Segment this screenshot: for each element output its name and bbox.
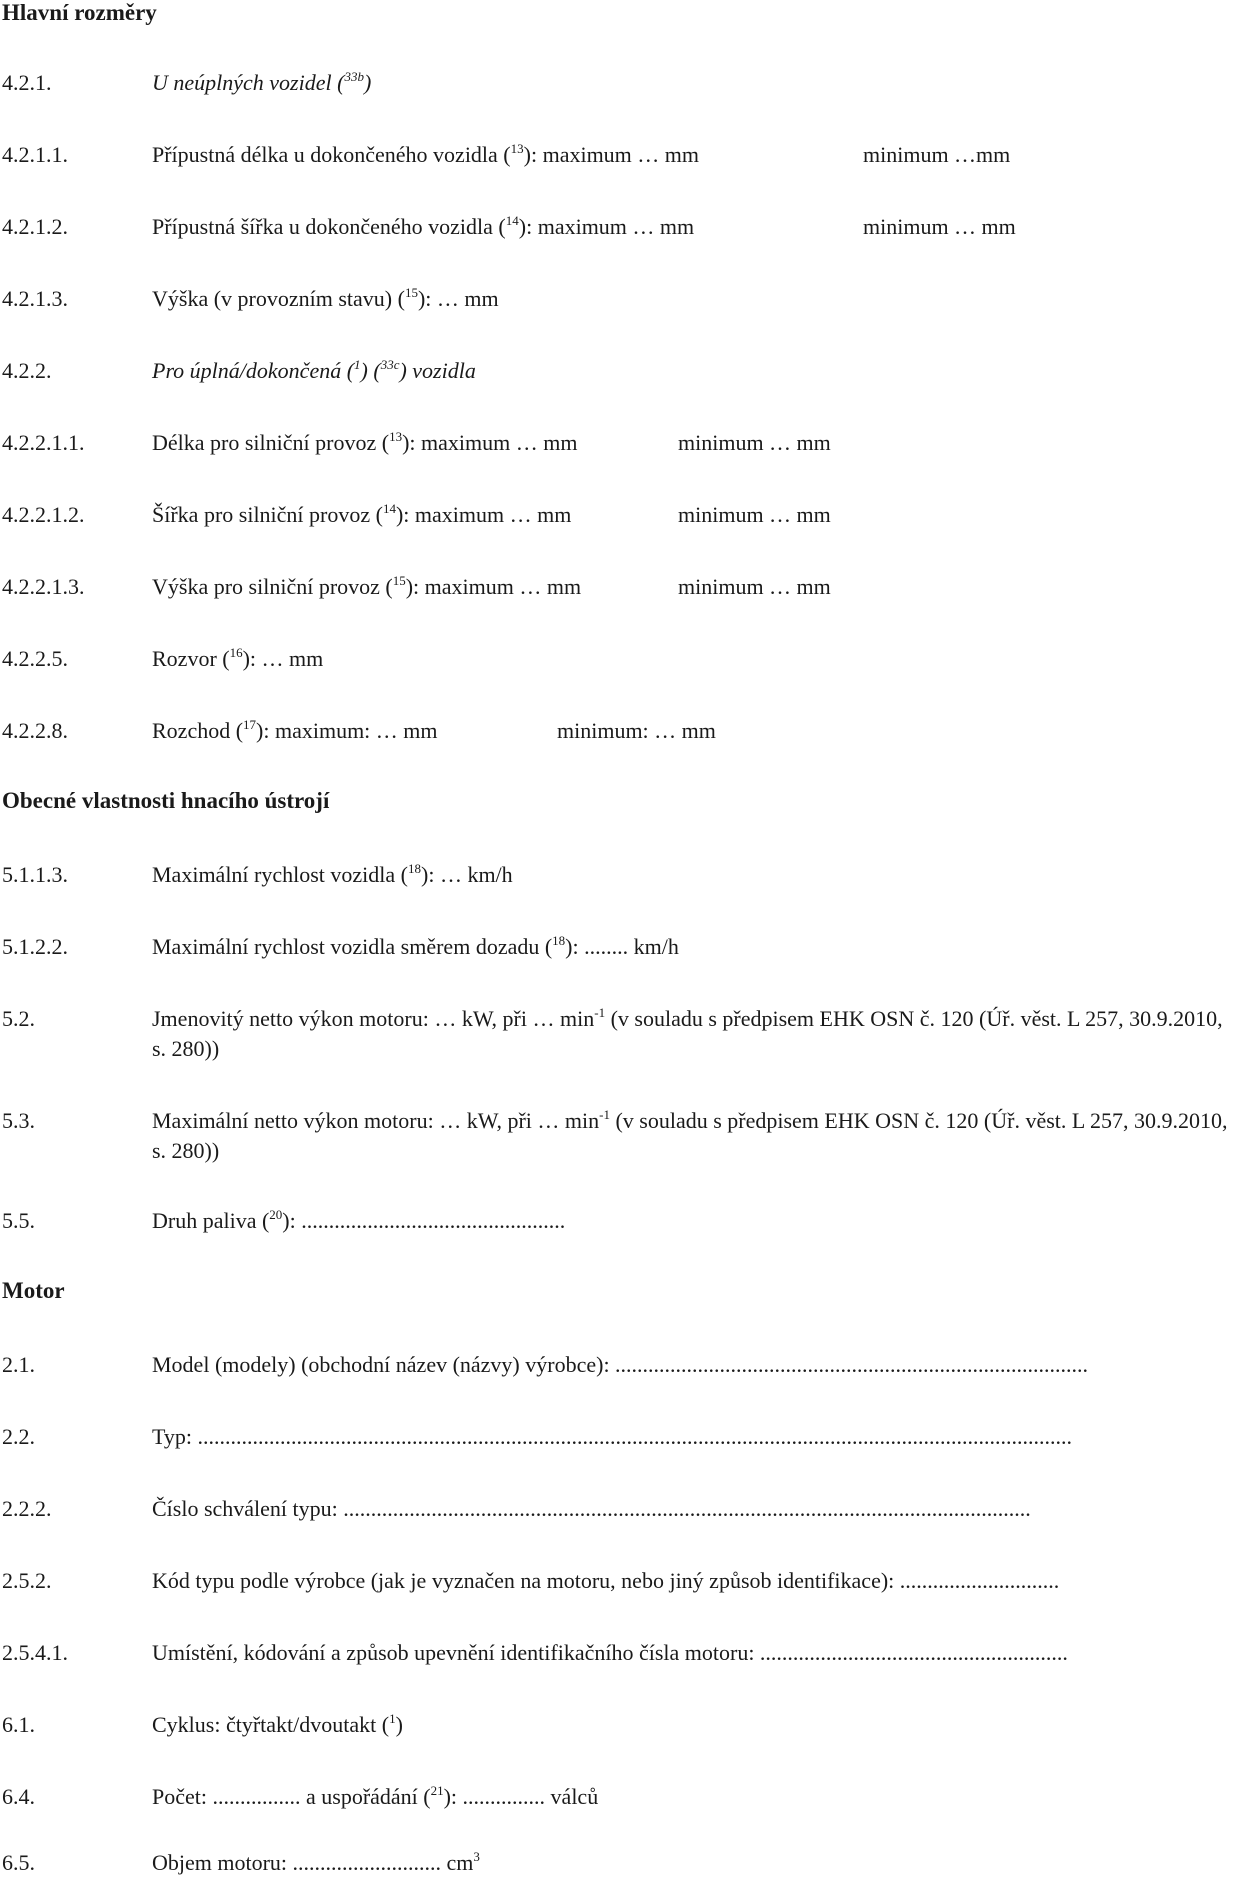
item-text: Objem motoru: ........................... $cm^3$: [152, 1849, 480, 1875]
item-text: Pro úplná/dokončená ($^1$) ($^{33c}$) vozidla: [152, 357, 476, 383]
item-number: 4.2.1.2.: [2, 214, 68, 239]
footnote-ref: 18: [552, 933, 566, 948]
item-text: Umístění, kódování a způsob upevnění identifikačního čísla motoru: ........................................................: [152, 1640, 1068, 1665]
item-text: Kód typu podle výrobce (jak je vyznačen na motoru, nebo jiný způsob identifikace): .............................: [152, 1568, 1060, 1593]
item-text: Druh paliva ($^{20}$): ................................................: [152, 1207, 566, 1233]
item-text: Maximální rychlost vozidla směrem dozadu ($^{18}$): ........ km/h: [152, 933, 679, 959]
item-number: 5.3.: [2, 1108, 35, 1133]
footnote-ref: 18: [408, 861, 421, 876]
section-heading-main-dimensions: Hlavní rozměry: [2, 0, 157, 25]
item-minimum: minimum: … mm: [557, 718, 716, 743]
item-text: Přípustná šířka u dokončeného vozidla ($^{14}$): maximum … mm: [152, 213, 695, 239]
footnote-ref: 15: [392, 573, 406, 588]
footnote-ref: 1: [354, 357, 361, 372]
item-minimum: minimum … mm: [678, 430, 831, 455]
footnote-ref: 15: [404, 285, 418, 300]
item-minimum: minimum … mm: [863, 214, 1016, 239]
item-number: 6.5.: [2, 1850, 35, 1875]
item-number: 5.1.2.2.: [2, 934, 68, 959]
footnote-ref: 17: [243, 717, 257, 732]
item-text: Výška pro silniční provoz ($^{15}$): maximum … mm: [152, 573, 582, 599]
item-number: 2.5.4.1.: [2, 1640, 68, 1665]
item-text: Výška (v provozním stavu) ($^{15}$): … mm: [152, 285, 499, 311]
footnote-ref: 33c: [380, 357, 400, 372]
item-text: Cyklus: čtyřtakt/dvoutakt ($^1$): [152, 1711, 403, 1737]
item-text: Počet: ................ a uspořádání ($^{21}$): ............... válců: [152, 1783, 599, 1809]
item-text: U neúplných vozidel ($^{33b}$): [152, 69, 372, 95]
footnote-ref: 1: [389, 1711, 396, 1726]
item-text: Maximální rychlost vozidla ($^{18}$): … km/h: [152, 861, 513, 887]
item-text: Model (modely) (obchodní název (názvy) výrobce): ......................................................................................: [152, 1352, 1089, 1377]
item-minimum: minimum … mm: [678, 502, 831, 527]
item-text: Číslo schválení typu: .............................................................................................................................: [152, 1496, 1031, 1521]
footnote-ref: 13: [510, 141, 524, 156]
item-number: 4.2.1.1.: [2, 142, 68, 167]
item-number: 4.2.2.8.: [2, 718, 68, 743]
footnote-ref: -1: [594, 1005, 606, 1020]
item-number: 4.2.2.: [2, 358, 52, 383]
item-text: Přípustná délka u dokončeného vozidla ($^{13}$): maximum … mm: [152, 141, 700, 167]
item-text: Jmenovitý netto výkon motoru: … kW, při … $\min^{-1} (v$ souladu s předpisem EHK OSN č. 120 (Úř. věst. L 257, 30.9.2010, s. 280)): [152, 1005, 1223, 1061]
item-number: 6.1.: [2, 1712, 35, 1737]
item-number: 5.1.1.3.: [2, 862, 68, 887]
footnote-ref: -1: [599, 1107, 610, 1122]
item-text: Maximální netto výkon motoru: … kW, při … $\min^{-1} (v$ souladu s předpisem EHK OSN č. 120 (Úř. věst. L 257, 30.9.2010, s. 280)): [152, 1107, 1228, 1163]
item-minimum: minimum … mm: [678, 574, 831, 599]
item-number: 2.2.2.: [2, 1496, 52, 1521]
item-minimum: minimum …mm: [863, 142, 1011, 167]
footnote-ref: 21: [430, 1783, 444, 1798]
item-number: 4.2.1.3.: [2, 286, 68, 311]
item-number: 4.2.2.5.: [2, 646, 68, 671]
footnote-ref: 16: [229, 645, 243, 660]
footnote-ref: 14: [382, 501, 396, 516]
superscript-unit: 3: [473, 1849, 480, 1864]
item-number: 6.4.: [2, 1784, 35, 1809]
footnote-ref: 33b: [344, 69, 364, 84]
section-heading-powertrain: Obecné vlastnosti hnacího ústrojí: [2, 788, 330, 813]
item-number: 2.5.2.: [2, 1568, 52, 1593]
item-number: 5.5.: [2, 1208, 35, 1233]
item-text: Typ: ...............................................................................................................................................................: [152, 1424, 1073, 1449]
item-number: 4.2.2.1.1.: [2, 430, 85, 455]
item-number: 4.2.1.: [2, 70, 52, 95]
section-heading-engine: Motor: [2, 1278, 65, 1303]
footnote-ref: 13: [389, 429, 403, 444]
item-number: 4.2.2.1.3.: [2, 574, 85, 599]
item-number: 2.1.: [2, 1352, 35, 1377]
item-number: 5.2.: [2, 1006, 35, 1031]
item-number: 4.2.2.1.2.: [2, 502, 85, 527]
item-text: Rozvor ($^{16}$): … mm: [152, 645, 324, 671]
footnote-ref: 20: [269, 1207, 283, 1222]
item-number: 2.2.: [2, 1424, 35, 1449]
item-text: Rozchod ($^{17}$): maximum: … mm: [152, 717, 438, 743]
item-text: Délka pro silniční provoz ($^{13}$): maximum … mm: [152, 429, 578, 455]
item-text: Šířka pro silniční provoz ($^{14}$): maximum … mm: [152, 501, 572, 527]
footnote-ref: 14: [505, 213, 519, 228]
